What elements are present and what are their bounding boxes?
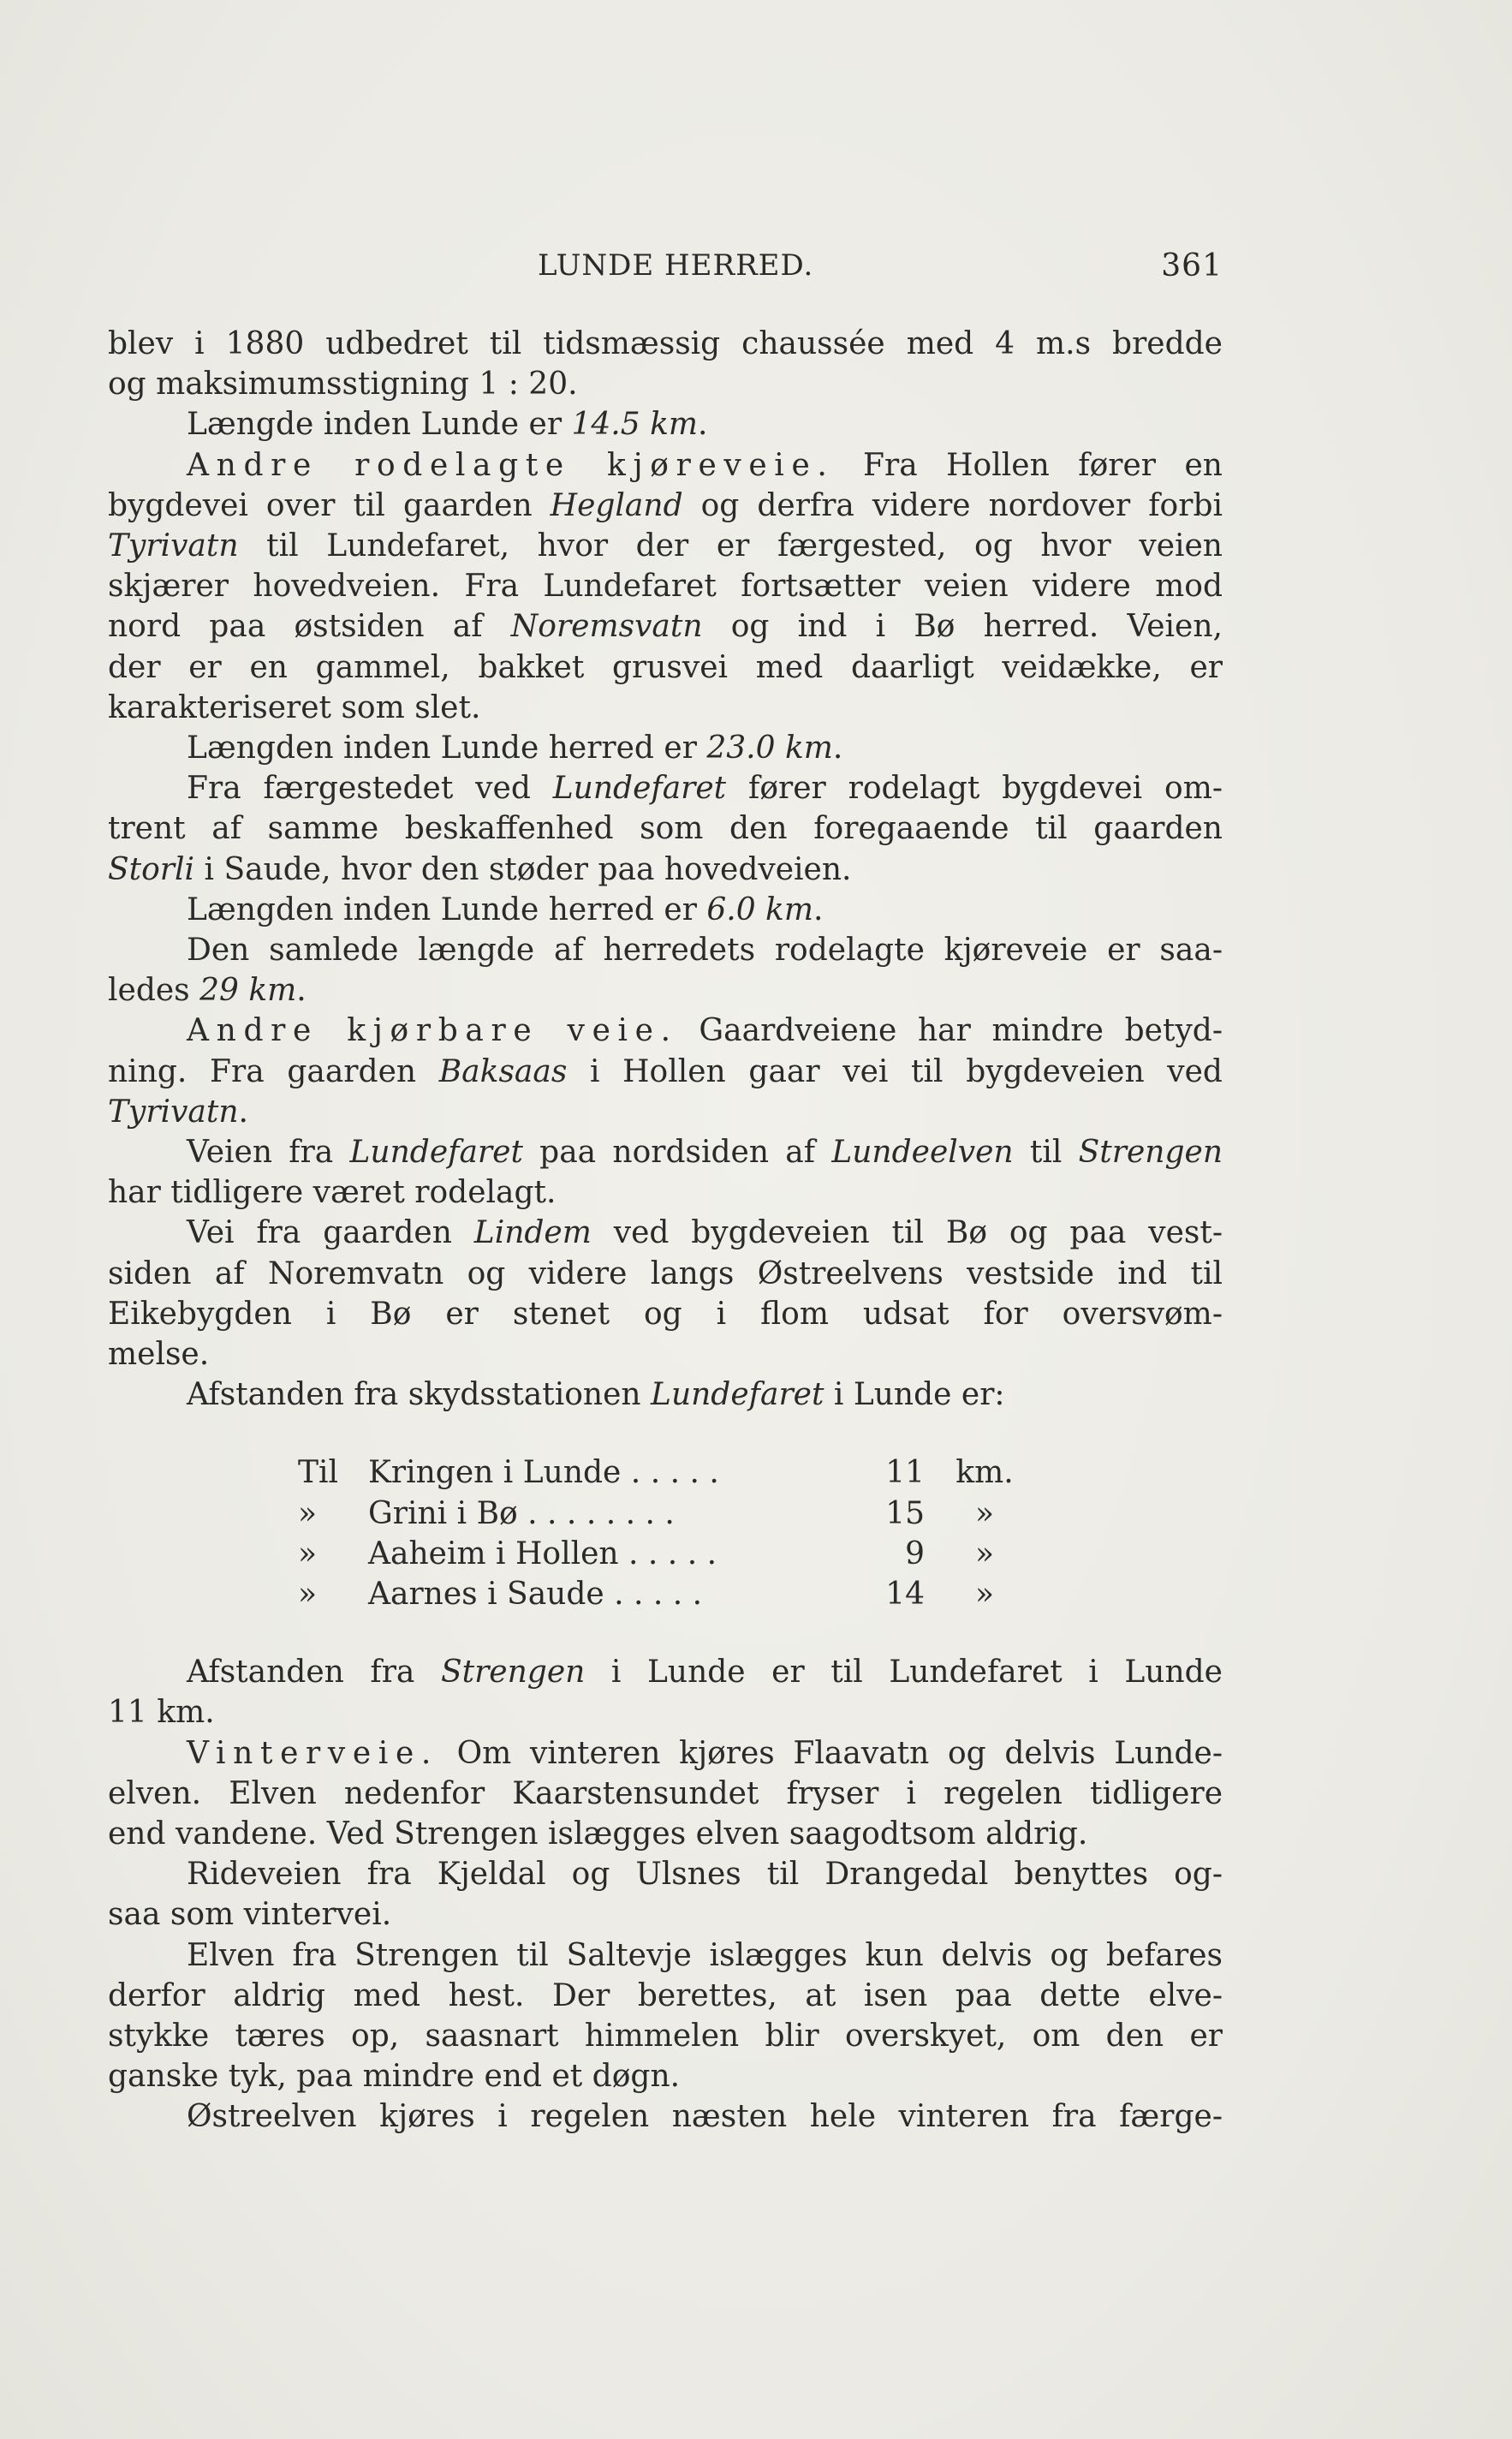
body-text <box>108 324 1223 2138</box>
italic-place: Strengen <box>1078 1135 1223 1171</box>
page-number: 361 <box>1161 248 1223 283</box>
text-segment: til Lundefaret, hvor der er færgested, og hvor veien <box>238 528 1223 564</box>
text-segment: og ind i Bø herred. Veien, <box>702 609 1223 645</box>
text-segment: . <box>698 407 708 443</box>
italic-measure: 29 km <box>199 973 297 1009</box>
italic-measure: 14.5 km <box>571 407 699 443</box>
paragraph-5 <box>108 768 1223 890</box>
text-segment: og derfra videre nordover forbi <box>682 487 1223 523</box>
italic-place: Lundefaret <box>552 771 727 807</box>
text-line: 11 km. <box>108 1695 215 1731</box>
paragraph-14 <box>108 1854 1223 1935</box>
text-line: melse. <box>108 1337 210 1373</box>
paragraph-15 <box>108 1935 1223 2097</box>
row-unit: » <box>974 1536 995 1571</box>
section-heading: Andre rodelagte kjøreveie. <box>187 447 835 483</box>
row-value: 14 <box>885 1577 925 1613</box>
text-line: Elven fra Strengen til Saltevje islægges kun delvis og befares <box>187 1937 1223 1973</box>
text-line: siden af Noremvatn og videre langs Østreelvens vestside ind til <box>108 1255 1223 1291</box>
text-segment: i Lunde er: <box>824 1377 1005 1413</box>
text-segment: i Lunde er til Lundefaret i Lunde <box>585 1655 1223 1691</box>
italic-place: Tyrivatn <box>108 1094 239 1130</box>
italic-measure: 23.0 km <box>706 731 833 766</box>
row-prefix: » <box>298 1536 318 1571</box>
italic-place: Strengen <box>440 1655 586 1691</box>
row-value: 9 <box>905 1536 925 1571</box>
text-segment: ved bygdeveien til Bø og paa vest- <box>591 1215 1223 1251</box>
text-segment: til <box>1013 1135 1079 1171</box>
row-value: 15 <box>885 1495 925 1531</box>
text-segment: nord paa østsiden af <box>108 609 511 645</box>
row-place: Aaheim i Hollen . . . . . <box>368 1536 717 1571</box>
text-segment: Veien fra <box>187 1135 350 1171</box>
text-line: og maksimumsstigning 1 : 20. <box>108 367 578 403</box>
paragraph-16 <box>108 2096 1223 2137</box>
row-place: Aarnes i Saude . . . . . <box>368 1577 703 1613</box>
text-line: Eikebygden i Bø er stenet og i flom udsat for oversvøm- <box>108 1296 1223 1332</box>
row-unit: » <box>974 1495 995 1531</box>
text-line: der er en gammel, bakket grusvei med daarligt veidække, er <box>108 649 1223 685</box>
table-row <box>298 1534 1137 1574</box>
text-line: ganske tyk, paa mindre end et døgn. <box>108 2059 681 2095</box>
paragraph-9 <box>108 1132 1223 1213</box>
text-segment: . <box>813 892 824 927</box>
page-header-title: LUNDE HERRED. <box>538 248 814 283</box>
text-segment: Fra færgestedet ved <box>187 771 553 807</box>
paragraph-11 <box>108 1375 1223 1415</box>
italic-place: Lindem <box>473 1215 592 1251</box>
italic-place: Tyrivatn <box>108 528 239 564</box>
row-unit: km. <box>955 1455 1014 1491</box>
row-prefix: » <box>298 1495 318 1531</box>
paragraph-6 <box>108 890 1223 930</box>
text-segment: Afstanden fra skydsstationen <box>187 1377 652 1413</box>
running-header <box>108 248 1223 300</box>
text-line: karakteriseret som slet. <box>108 689 481 725</box>
text-segment: Længde inden Lunde er <box>187 407 572 443</box>
text-segment: bygdevei over til gaarden <box>108 487 551 523</box>
text-segment: Længden inden Lunde herred er <box>187 731 707 766</box>
row-prefix: Til <box>298 1455 339 1491</box>
paragraph-1 <box>108 324 1223 404</box>
text-segment: Om vinteren kjøres Flaavatn og delvis Lunde- <box>438 1735 1223 1771</box>
italic-place: Lundeelven <box>831 1135 1014 1171</box>
text-segment: ning. Fra gaarden <box>108 1053 439 1089</box>
text-line: end vandene. Ved Strengen islægges elven saagodtsom aldrig. <box>108 1816 1088 1852</box>
text-line: skjærer hovedveien. Fra Lundefaret fortsætter veien videre mod <box>108 569 1223 605</box>
row-place: Kringen i Lunde . . . . . <box>368 1455 719 1491</box>
text-segment: . <box>238 1094 248 1130</box>
text-segment: . <box>832 731 843 766</box>
text-segment: fører rodelagt bygdevei om- <box>726 771 1223 807</box>
text-segment: paa nordsiden af <box>522 1135 832 1171</box>
italic-place: Lundefaret <box>349 1135 523 1171</box>
italic-place: Noremsvatn <box>510 609 703 645</box>
paragraph-3 <box>108 445 1223 728</box>
text-segment: i Hollen gaar vei til bygdeveien ved <box>567 1053 1223 1089</box>
paragraph-12 <box>108 1652 1223 1732</box>
paragraph-4 <box>108 728 1223 768</box>
section-heading: Vinterveie. <box>187 1735 438 1771</box>
text-line: trent af samme beskaffenhed som den foregaaende til gaarden <box>108 811 1223 847</box>
italic-place: Hegland <box>550 487 683 523</box>
text-line: Rideveien fra Kjeldal og Ulsnes til Drangedal benyttes og- <box>187 1857 1223 1893</box>
text-line: Den samlede længde af herredets rodelagte kjøreveie er saa- <box>187 933 1223 969</box>
text-segment: Længden inden Lunde herred er <box>187 892 707 927</box>
italic-place: Storli <box>108 851 195 887</box>
row-value: 11 <box>885 1455 925 1491</box>
paragraph-2 <box>108 404 1223 444</box>
paragraph-10 <box>108 1213 1223 1375</box>
italic-place: Baksaas <box>438 1053 568 1089</box>
text-segment: . <box>296 973 307 1009</box>
table-row <box>298 1574 1137 1614</box>
text-segment: i Saude, hvor den støder paa hovedveien. <box>194 851 852 887</box>
text-line: derfor aldrig med hest. Der berettes, at isen paa dette elve- <box>108 1977 1223 2013</box>
text-line: blev i 1880 udbedret til tidsmæssig chaussée med 4 m.s bredde <box>108 326 1223 361</box>
paragraph-7 <box>108 930 1223 1011</box>
text-line: Østreelven kjøres i regelen næsten hele vinteren fra færge- <box>187 2099 1223 2135</box>
italic-measure: 6.0 km <box>706 892 814 927</box>
text-segment: Vei fra gaarden <box>187 1215 474 1251</box>
text-line: saa som vintervei. <box>108 1897 392 1933</box>
text-line: stykke tæres op, saasnart himmelen blir overskyet, om den er <box>108 2019 1223 2054</box>
text-line: elven. Elven nedenfor Kaarstensundet fryser i regelen tidligere <box>108 1775 1223 1811</box>
row-prefix: » <box>298 1577 318 1613</box>
paragraph-13 <box>108 1733 1223 1855</box>
text-segment: Afstanden fra <box>187 1655 441 1691</box>
text-segment: Gaardveiene har mindre betyd- <box>677 1013 1223 1049</box>
table-row <box>298 1494 1137 1534</box>
text-line: har tidligere været rodelagt. <box>108 1175 557 1211</box>
section-heading: Andre kjørbare veie. <box>187 1013 678 1049</box>
text-segment: Fra Hollen fører en <box>834 447 1223 483</box>
row-place: Grini i Bø . . . . . . . . <box>368 1495 675 1531</box>
italic-place: Lundefaret <box>651 1377 824 1413</box>
text-segment: ledes <box>108 973 200 1009</box>
distance-table <box>298 1452 1137 1614</box>
table-row <box>298 1452 1137 1493</box>
row-unit: » <box>974 1577 995 1613</box>
paragraph-8 <box>108 1011 1223 1132</box>
